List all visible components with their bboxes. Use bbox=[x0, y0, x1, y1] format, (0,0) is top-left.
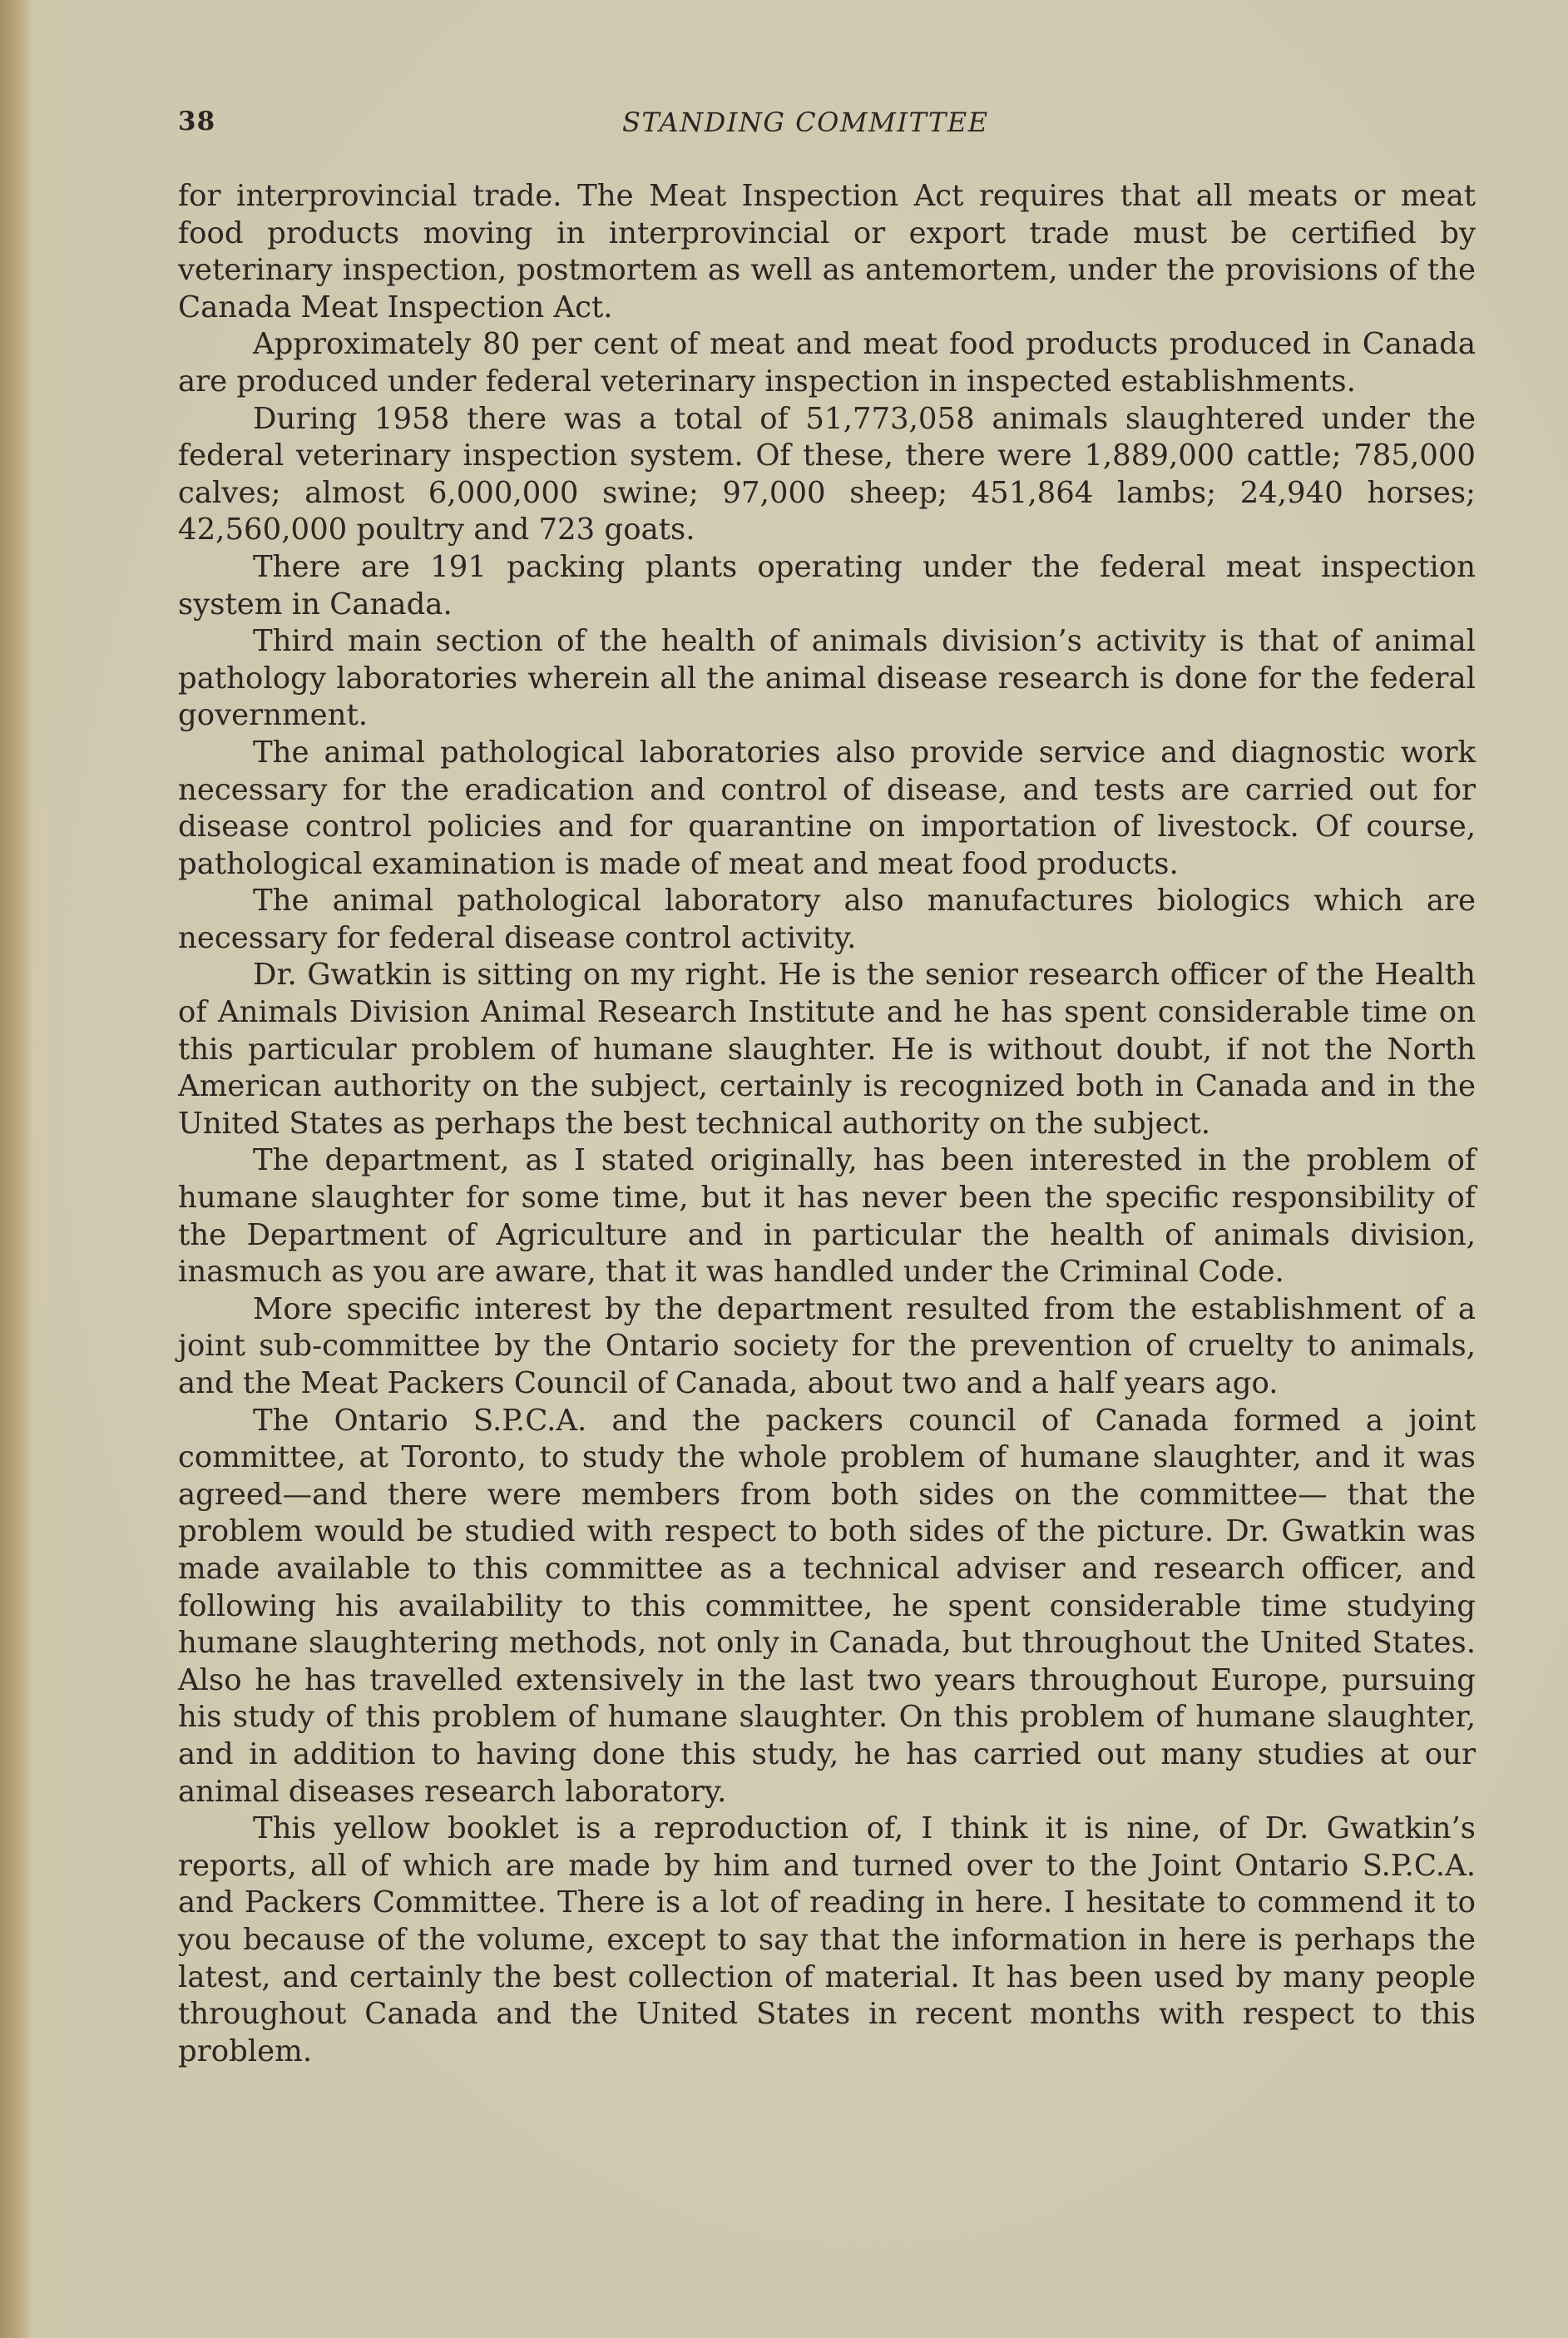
paragraph: Third main section of the health of animals division’s activity is that of animal pathology laboratories wherein all the animal disease research is done for the federal government. bbox=[178, 624, 1476, 733]
body-text bbox=[178, 178, 1476, 2070]
paragraph: The animal pathological laboratories also provide service and diagnostic work necessary for the eradication and control of disease, and tests are carried out for disease control policies and for quarantine on importation of livestock. Of course, pathological examination is made of meat and meat food products. bbox=[178, 735, 1476, 881]
paragraph: for interprovincial trade. The Meat Inspection Act requires that all meats or meat food products moving in interprovincial or export trade must be certified by veterinary inspection, postmortem as well as antemortem, under the provisions of the Canada Meat Inspection Act. bbox=[178, 179, 1476, 324]
paragraph: The department, as I stated originally, has been interested in the problem of humane slaughter for some time, but it has never been the specific responsibility of the Department of Agriculture and in particular the health of animals division, inasmuch as you are aware, that it was handled under the Criminal Code. bbox=[178, 1143, 1476, 1290]
paragraph: The animal pathological laboratory also manufactures biologics which are necessary for federal disease control activity. bbox=[178, 884, 1476, 955]
binding-edge bbox=[0, 0, 32, 2338]
paragraph: More specific interest by the department resulted from the establishment of a joint sub-committee by the Ontario society for the prevention of cruelty to animals, and the Meat Packers Council of Canada, about two and a half years ago. bbox=[178, 1291, 1476, 1400]
paragraph: The Ontario S.P.C.A. and the packers council of Canada formed a joint committee, at Toronto, to study the whole problem of humane slaughter, and it was agreed—and there were members from both sides on the committee— that the problem would be studied with respect to both sides of the picture. Dr. Gwatkin was made available to this committee as a technical adviser and research officer, and following his availability to this committee, he spent considerable time studying humane slaughtering methods, not only in Canada, but throughout the United States. Also he has travelled extensively in the last two years throughout Europe, pursuing his study of this problem of humane slaughter. On this problem of humane slaughter, and in addition to having done this study, he has carried out many studies at our animal diseases research laboratory. bbox=[178, 1403, 1476, 1809]
paragraph: Dr. Gwatkin is sitting on my right. He is the senior research officer of the Health of Animals Division Animal Research Institute and he has spent considerable time on this particular problem of humane slaughter. He is without doubt, if not the North American authority on the subject, certainly is recognized both in Canada and in the United States as perhaps the best technical authority on the subject. bbox=[178, 958, 1476, 1141]
paragraph: There are 191 packing plants operating under the federal meat inspection system in Canada. bbox=[178, 549, 1476, 622]
paragraph: This yellow booklet is a reproduction of, I think it is nine, of Dr. Gwatkin’s reports, all of which are made by him and turned over to the Joint Ontario S.P.C.A. and Packers Committee. There is a lot of reading in here. I hesitate to commend it to you because of the volume, except to say that the information in here is perhaps the latest, and certainly the best collection of material. It has been used by many people throughout Canada and the United States in recent months with respect to this problem. bbox=[178, 1811, 1476, 2068]
page-number: 38 bbox=[178, 106, 216, 136]
running-title: STANDING COMMITTEE bbox=[622, 106, 989, 138]
paragraph: Approximately 80 per cent of meat and meat food products produced in Canada are produced under federal veterinary inspection in inspected establishments. bbox=[178, 327, 1476, 399]
paragraph: During 1958 there was a total of 51,773,058 animals slaughtered under the federal veterinary inspection system. Of these, there were 1,889,000 cattle; 785,000 calves; almost 6,000,000 swine; 97,000 sheep; 451,864 lambs; 24,940 horses; 42,560,000 poultry and 723 goats. bbox=[178, 401, 1476, 547]
page-header bbox=[178, 106, 1476, 145]
